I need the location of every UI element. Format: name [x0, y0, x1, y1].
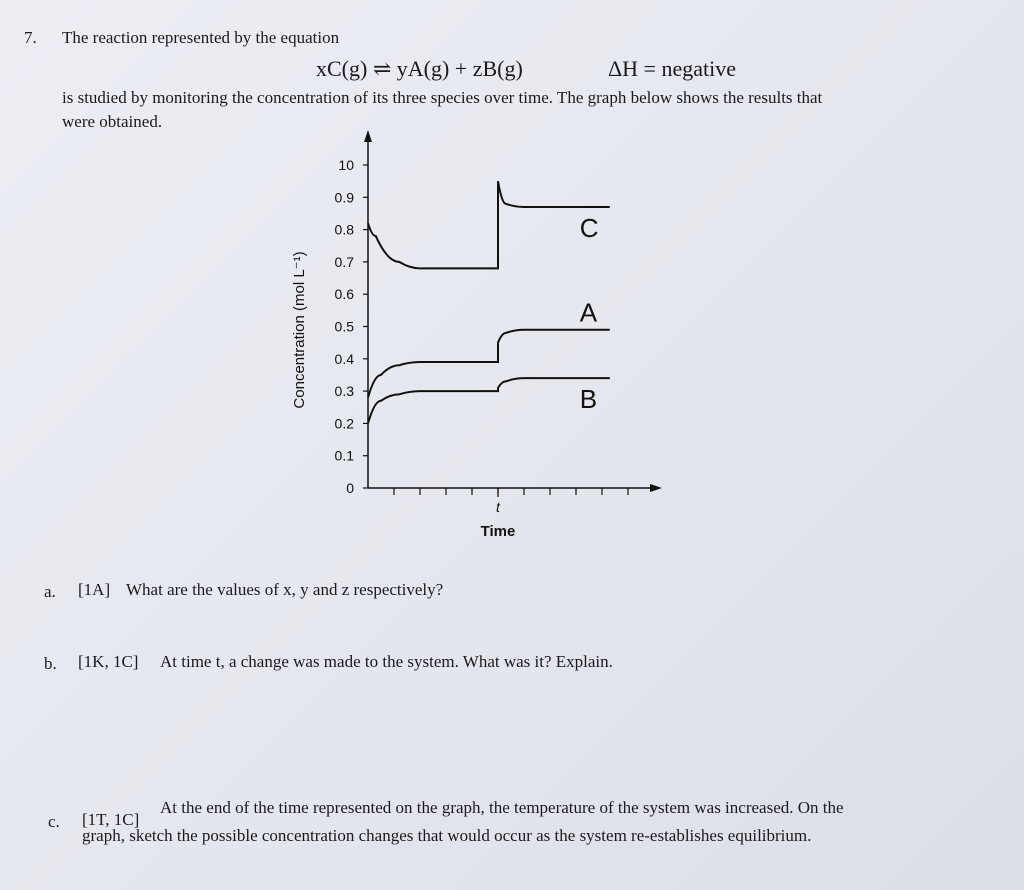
part-c-question-line2: graph, sketch the possible concentration changes that would occur as the system re-establishes equilibrium.	[82, 826, 812, 845]
part-a-letter: a.	[44, 582, 56, 601]
y-axis-label: Concentration (mol L⁻¹)	[291, 251, 308, 409]
y-axis-arrow	[364, 130, 372, 142]
y-tick-label: 0	[346, 480, 354, 496]
question-description-line2: were obtained.	[62, 112, 163, 131]
y-tick-label: 0.5	[334, 318, 354, 335]
series-label-group	[580, 213, 599, 414]
curve-group	[368, 181, 610, 423]
enthalpy-change: ΔH = negative	[608, 56, 736, 81]
question-number: 7.	[24, 28, 37, 47]
x-axis-arrow	[650, 484, 662, 492]
question-intro: The reaction represented by the equation	[62, 28, 340, 47]
part-b-question: At time t, a change was made to the system. What was it? Explain.	[160, 652, 613, 671]
y-tick-label: 0.8	[334, 221, 354, 238]
y-tick-label: 0.4	[334, 350, 354, 367]
x-axis-label: Time	[480, 523, 516, 540]
y-tick-group	[335, 157, 368, 496]
series-b-curve	[368, 378, 610, 423]
y-tick-label: 0.3	[334, 383, 354, 400]
y-tick-label: 0.6	[334, 286, 354, 303]
y-tick-label: 10	[338, 157, 354, 173]
y-tick-label: 0.7	[334, 253, 354, 270]
part-a-tag: [1A]	[78, 580, 111, 599]
series-a-curve	[368, 330, 610, 398]
y-tick-label: 0.1	[334, 447, 354, 464]
part-a-question: What are the values of x, y and z respectively?	[126, 580, 444, 599]
reaction-equation: xC(g) ⇌ yA(g) + zB(g)	[316, 56, 523, 81]
question-description-line1: is studied by monitoring the concentration of its three species over time. The graph below shows the results that	[62, 88, 823, 107]
x-tick-group	[394, 488, 628, 497]
graph-axes	[364, 130, 662, 492]
y-tick-label: 0.2	[334, 415, 354, 432]
time-t-marker: t	[496, 499, 500, 515]
series-c-curve	[368, 181, 610, 268]
y-tick-label: 0.9	[334, 189, 354, 206]
part-b-letter: b.	[44, 654, 57, 673]
part-c-question-line1: At the end of the time represented on the graph, the temperature of the system was increased. On the	[160, 798, 844, 817]
part-c-tag: [1T, 1C]	[82, 810, 140, 829]
series-c-label: C	[579, 212, 599, 243]
series-b-label: B	[579, 384, 598, 415]
series-a-label: A	[579, 297, 598, 328]
part-b-tag: [1K, 1C]	[78, 652, 139, 671]
part-c-letter: c.	[48, 812, 60, 831]
